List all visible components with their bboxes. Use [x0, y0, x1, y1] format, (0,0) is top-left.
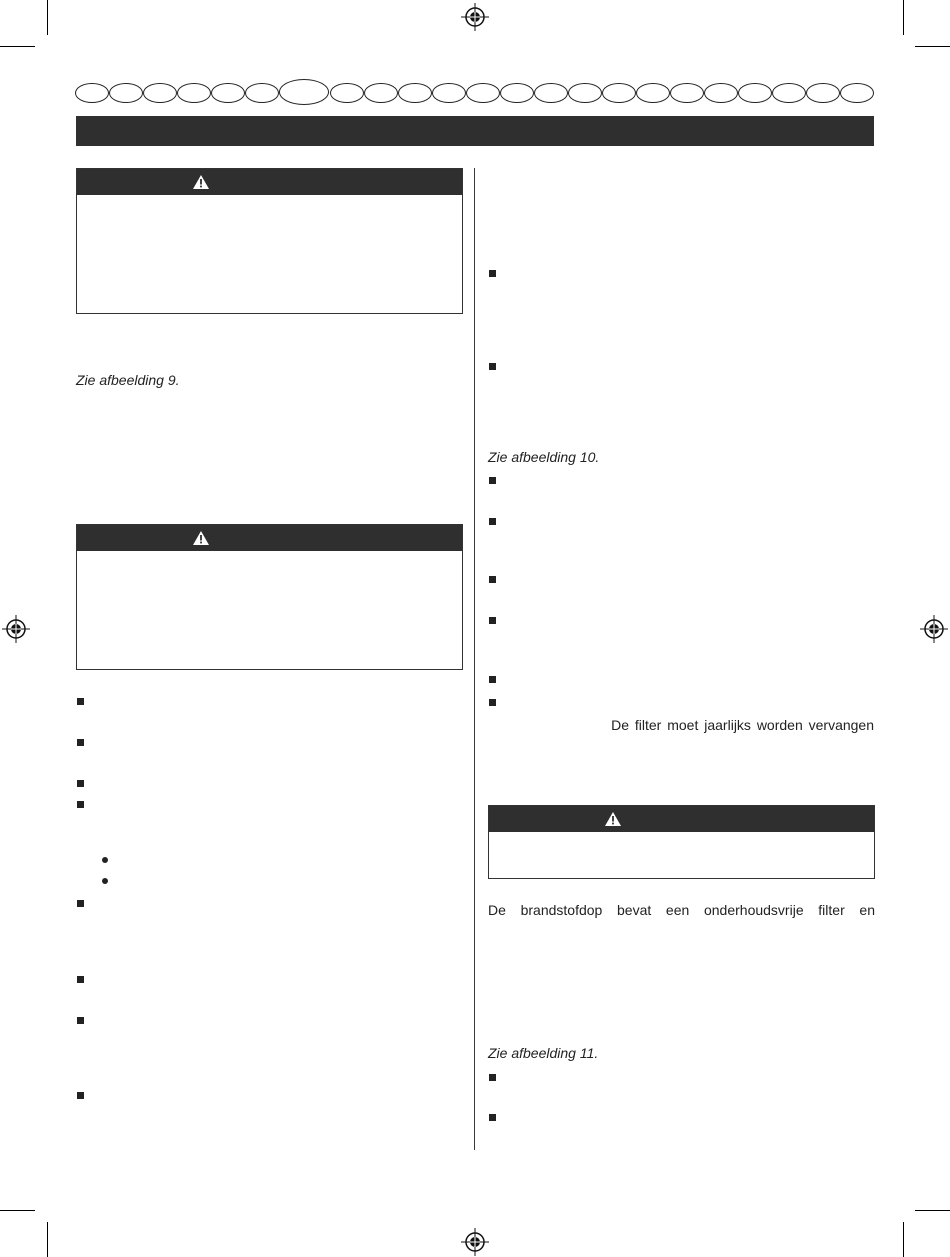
- language-tab[interactable]: [534, 83, 568, 103]
- crop-mark: [47, 0, 48, 35]
- list-bullet: [77, 1017, 84, 1024]
- language-tab[interactable]: [568, 83, 602, 103]
- warning-triangle-icon: [192, 530, 210, 546]
- crop-mark: [0, 46, 35, 47]
- list-bullet: [77, 1092, 84, 1099]
- list-bullet: [77, 900, 84, 907]
- warning-box: [76, 524, 463, 670]
- warning-box-header: [77, 169, 462, 195]
- list-bullet: [489, 699, 496, 706]
- warning-box: [76, 168, 463, 314]
- list-bullet: [489, 363, 496, 370]
- list-bullet: [489, 676, 496, 683]
- section-header-bar: [76, 116, 874, 146]
- list-bullet: [77, 698, 84, 705]
- language-tab[interactable]: [177, 83, 211, 103]
- language-tab-active[interactable]: [279, 79, 329, 105]
- list-bullet: [489, 1114, 496, 1121]
- crop-mark: [903, 0, 904, 35]
- language-tab[interactable]: [364, 83, 398, 103]
- crop-mark: [903, 1222, 904, 1257]
- registration-mark-icon: [2, 615, 30, 643]
- language-tab[interactable]: [466, 83, 500, 103]
- language-tab[interactable]: [704, 83, 738, 103]
- body-text-fuel-cap: De brandstofdop bevat een onderhoudsvrije filter en: [488, 902, 875, 918]
- sub-list-bullet: [102, 857, 108, 863]
- column-divider: [474, 168, 475, 1150]
- language-tab[interactable]: [636, 83, 670, 103]
- crop-mark: [0, 1210, 35, 1211]
- list-bullet: [489, 518, 496, 525]
- language-tab[interactable]: [670, 83, 704, 103]
- list-bullet: [77, 801, 84, 808]
- language-tab[interactable]: [109, 83, 143, 103]
- language-tab[interactable]: [245, 83, 279, 103]
- list-bullet: [489, 1074, 496, 1081]
- figure-reference: Zie afbeelding 11.: [488, 1045, 599, 1061]
- language-tab[interactable]: [330, 83, 364, 103]
- list-bullet: [77, 976, 84, 983]
- list-bullet: [489, 477, 496, 484]
- warning-box-header: [489, 806, 874, 832]
- registration-mark-icon: [461, 1228, 489, 1256]
- warning-triangle-icon: [192, 174, 210, 190]
- language-tab[interactable]: [738, 83, 772, 103]
- language-tab[interactable]: [398, 83, 432, 103]
- registration-mark-icon: [920, 615, 948, 643]
- list-bullet: [489, 576, 496, 583]
- list-bullet: [489, 617, 496, 624]
- crop-mark: [915, 46, 950, 47]
- crop-mark: [47, 1222, 48, 1257]
- language-tab[interactable]: [840, 83, 874, 103]
- crop-mark: [915, 1210, 950, 1211]
- figure-reference: Zie afbeelding 10.: [488, 449, 600, 465]
- language-tab[interactable]: [75, 83, 109, 103]
- sub-list-bullet: [102, 878, 108, 884]
- language-tab[interactable]: [432, 83, 466, 103]
- registration-mark-icon: [461, 3, 489, 31]
- language-tab[interactable]: [772, 83, 806, 103]
- list-bullet: [489, 270, 496, 277]
- warning-box-header: [77, 525, 462, 551]
- body-text-filter: De filter moet jaarlijks worden vervangen: [611, 717, 874, 733]
- language-tab[interactable]: [211, 83, 245, 103]
- language-tab[interactable]: [500, 83, 534, 103]
- warning-triangle-icon: [604, 811, 622, 827]
- list-bullet: [77, 739, 84, 746]
- warning-box: [488, 805, 875, 879]
- language-tab[interactable]: [602, 83, 636, 103]
- list-bullet: [77, 780, 84, 787]
- figure-reference: Zie afbeelding 9.: [76, 372, 180, 388]
- language-tab[interactable]: [143, 83, 177, 103]
- language-tab[interactable]: [806, 83, 840, 103]
